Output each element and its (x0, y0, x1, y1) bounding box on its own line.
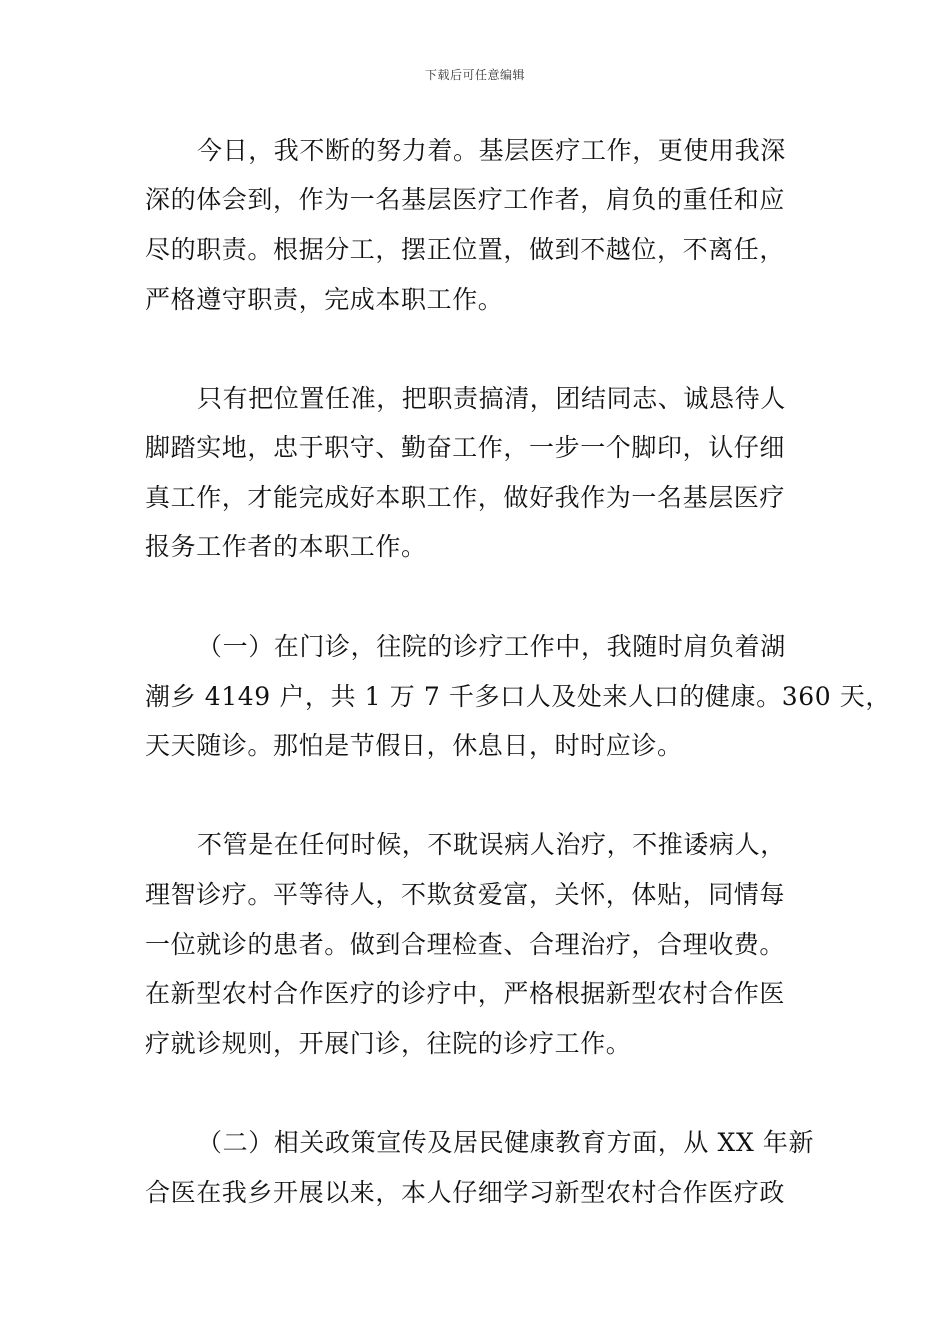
paragraph-3-line-1: （一）在门诊，往院的诊疗工作中，我随时肩负着湖 (197, 632, 786, 661)
paragraph-5-line-1: （二）相关政策宣传及居民健康教育方面，从 XX 年新 (197, 1128, 815, 1157)
paragraph-2-line-3: 真工作，才能完成好本职工作，做好我作为一名基层医疗 (145, 483, 786, 512)
paragraph-4-line-2: 理智诊疗。平等待人，不欺贫爱富，关怀，体贴，同情每 (145, 880, 786, 909)
paragraph-4-line-5: 疗就诊规则，开展门诊，往院的诊疗工作。 (145, 1029, 632, 1058)
page-header: 下载后可任意编辑 (424, 68, 525, 82)
paragraph-1-line-1: 今日，我不断的努力着。基层医疗工作，更使用我深 (197, 136, 786, 165)
paragraph-3-line-3: 天天随诊。那怕是节假日，休息日，时时应诊。 (145, 731, 683, 760)
paragraph-5-line-2: 合医在我乡开展以来，本人仔细学习新型农村合作医疗政 (145, 1178, 786, 1207)
paragraph-4-line-1: 不管是在任何时候，不耽误病人治疗，不推诿病人， (197, 830, 786, 859)
paragraph-1-line-3: 尽的职责。根据分工，摆正位置，做到不越位，不离任， (145, 235, 786, 264)
paragraph-2-line-2: 脚踏实地，忠于职守、勤奋工作，一步一个脚印，认仔细 (145, 433, 786, 462)
paragraph-2-line-4: 报务工作者的本职工作。 (145, 532, 427, 561)
paragraph-1-line-2: 深的体会到，作为一名基层医疗工作者，肩负的重任和应 (145, 185, 786, 214)
paragraph-4-line-3: 一位就诊的患者。做到合理检查、合理治疗，合理收费。 (145, 930, 786, 959)
paragraph-4-line-4: 在新型农村合作医疗的诊疗中，严格根据新型农村合作医 (145, 979, 786, 1008)
paragraph-3-line-2: 潮乡 4149 户，共 1 万 7 千多口人及处来人口的健康。360 天， (145, 682, 891, 711)
paragraph-2-line-1: 只有把位置任准，把职责搞清，团结同志、诚恳待人 (197, 384, 786, 413)
paragraph-1-line-4: 严格遵守职责，完成本职工作。 (145, 285, 504, 314)
